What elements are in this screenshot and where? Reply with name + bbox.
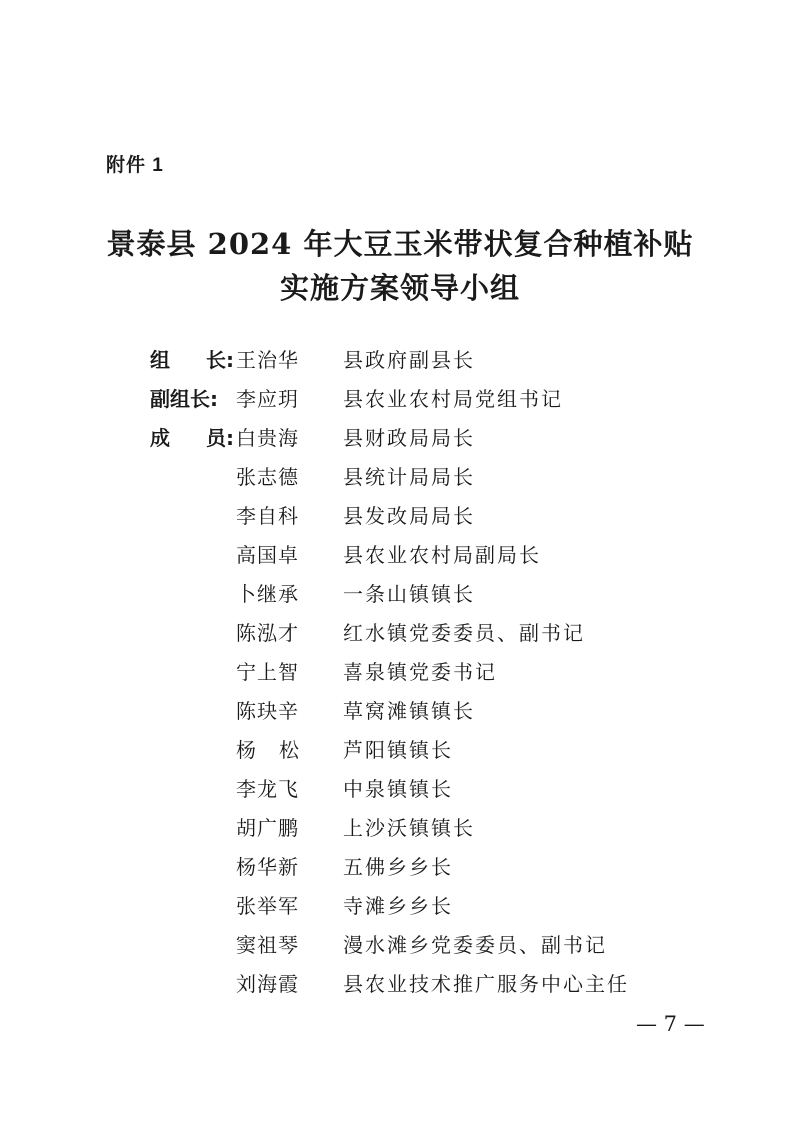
member-name: 李龙飞 bbox=[236, 777, 299, 801]
member-position: 上沙沃镇镇长 bbox=[343, 816, 475, 840]
member-name: 陈玦辛 bbox=[236, 699, 299, 723]
roster-row-member bbox=[0, 735, 800, 774]
member-name-char: 松 bbox=[279, 738, 300, 762]
role-char: 员: bbox=[206, 426, 234, 450]
roster-row-member bbox=[0, 774, 800, 813]
member-name: 高国卓 bbox=[236, 543, 299, 567]
roster-row-member bbox=[0, 657, 800, 696]
roster-row-member bbox=[0, 462, 800, 501]
member-name: 张举军 bbox=[236, 894, 299, 918]
member-position: 草窝滩镇镇长 bbox=[343, 699, 475, 723]
roster-row-member bbox=[0, 891, 800, 930]
document-title-line-2: 实施方案领导小组 bbox=[279, 271, 520, 305]
member-name: 宁上智 bbox=[236, 660, 299, 684]
roster-row-member bbox=[0, 930, 800, 969]
member-position: 中泉镇镇长 bbox=[343, 777, 453, 801]
member-position: 县农业农村局副局长 bbox=[343, 543, 541, 567]
member-position: 县财政局局长 bbox=[343, 426, 475, 450]
role-char: 长: bbox=[206, 348, 234, 372]
role-label-deputy bbox=[150, 384, 234, 414]
role-text: 副组长: bbox=[150, 387, 218, 411]
member-name: 陈泓才 bbox=[236, 621, 299, 645]
member-name: 杨华新 bbox=[236, 855, 299, 879]
member-name: 王治华 bbox=[236, 348, 299, 372]
member-position: 县发改局局长 bbox=[343, 504, 475, 528]
member-position: 红水镇党委委员、副书记 bbox=[343, 621, 585, 645]
member-position: 喜泉镇党委书记 bbox=[343, 660, 497, 684]
member-position: 一条山镇镇长 bbox=[343, 582, 475, 606]
member-name: 白贵海 bbox=[236, 426, 299, 450]
roster-row-member bbox=[0, 579, 800, 618]
role-label-leader bbox=[150, 345, 234, 375]
member-position: 县农业技术推广服务中心主任 bbox=[343, 972, 629, 996]
attachment-label: 附件 1 bbox=[106, 155, 164, 176]
roster-row-member bbox=[0, 696, 800, 735]
roster-row-member bbox=[0, 501, 800, 540]
role-char: 组 bbox=[150, 348, 170, 372]
roster-row-leader bbox=[0, 345, 800, 384]
member-name: 李应玥 bbox=[236, 387, 299, 411]
member-name: 卜继承 bbox=[236, 582, 299, 606]
roster-row-member bbox=[0, 423, 800, 462]
member-name bbox=[236, 735, 300, 765]
member-position: 县政府副县长 bbox=[343, 348, 475, 372]
roster-row-deputy bbox=[0, 384, 800, 423]
member-position: 芦阳镇镇长 bbox=[343, 738, 453, 762]
roster-row-member bbox=[0, 813, 800, 852]
leadership-group-roster bbox=[0, 345, 800, 1008]
member-name: 张志德 bbox=[236, 465, 299, 489]
roster-row-member bbox=[0, 540, 800, 579]
roster-row-member bbox=[0, 618, 800, 657]
member-position: 漫水滩乡党委委员、副书记 bbox=[343, 933, 607, 957]
page-number: — 7 — bbox=[636, 1012, 705, 1036]
member-name: 刘海霞 bbox=[236, 972, 299, 996]
member-position: 县农业农村局党组书记 bbox=[343, 387, 563, 411]
role-label-member bbox=[150, 423, 234, 453]
member-name: 胡广鹏 bbox=[236, 816, 299, 840]
member-position: 县统计局局长 bbox=[343, 465, 475, 489]
member-name: 窦祖琴 bbox=[236, 933, 299, 957]
member-name-char: 杨 bbox=[236, 738, 257, 762]
role-char: 成 bbox=[150, 426, 170, 450]
document-title-line-1: 景泰县 2024 年大豆玉米带状复合种植补贴 bbox=[106, 227, 694, 261]
roster-row-member bbox=[0, 969, 800, 1008]
member-position: 寺滩乡乡长 bbox=[343, 894, 453, 918]
roster-row-member bbox=[0, 852, 800, 891]
member-position: 五佛乡乡长 bbox=[343, 855, 453, 879]
member-name: 李自科 bbox=[236, 504, 299, 528]
